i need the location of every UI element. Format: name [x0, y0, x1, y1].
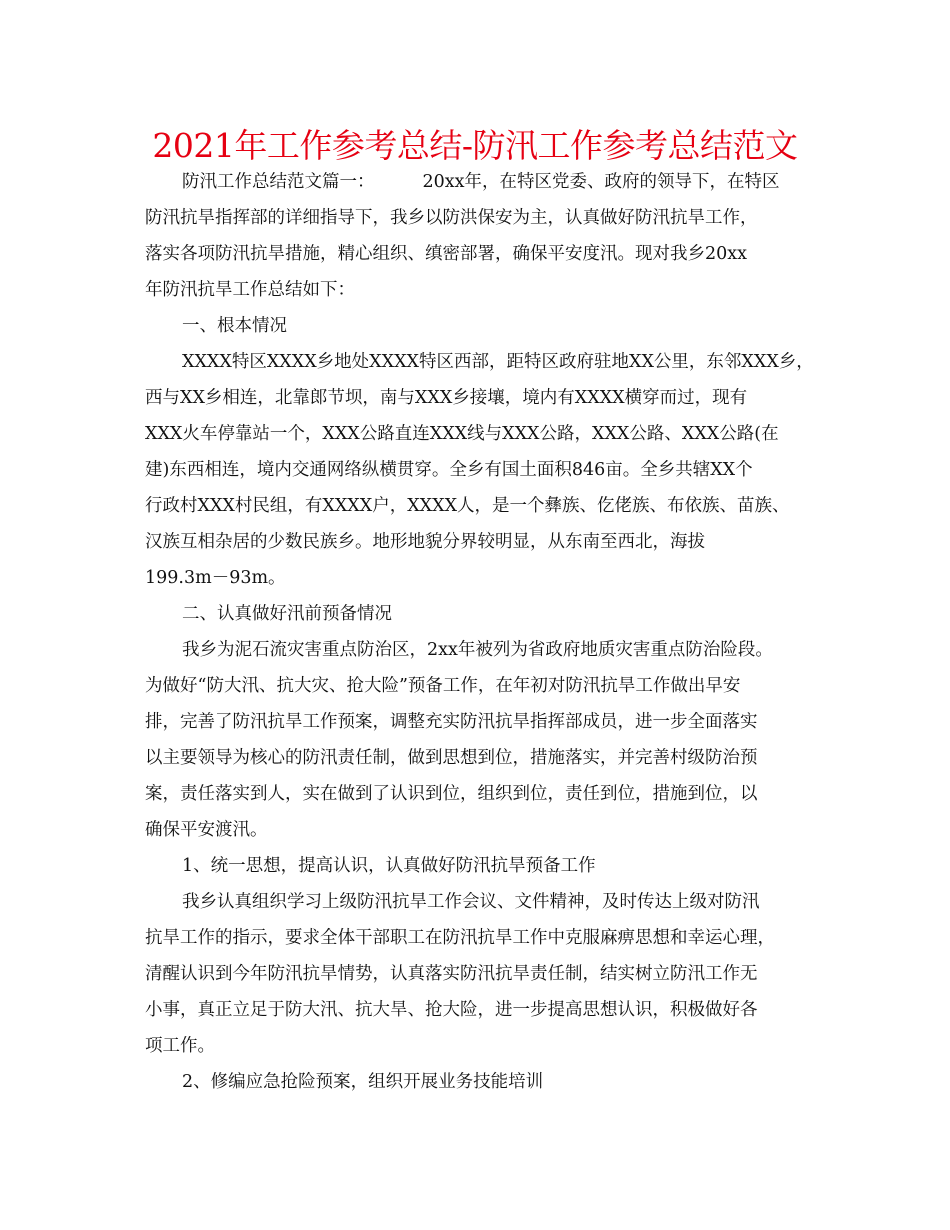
section-1-line: XXX火车停靠站一个，XXX公路直连XXX线与XXX公路，XXX公路、XXX公路(在 — [145, 424, 779, 444]
section-1-line: 行政村XXX村民组，有XXXX户，XXXX人，是一个彝族、仡佬族、布依族、苗族、 — [145, 496, 790, 516]
section-1-heading: 一、根本情况 — [182, 316, 287, 336]
section-2-line: 排，完善了防汛抗旱工作预案，调整充实防汛抗旱指挥部成员，进一步全面落实 — [145, 712, 758, 732]
section-1-line: XXXX特区XXXX乡地处XXXX特区西部，距特区政府驻地XX公里，东邻XXX乡， — [182, 352, 814, 372]
section-1-line: 西与XX乡相连，北靠郎节坝，南与XXX乡接壤，境内有XXXX横穿而过，现有 — [145, 388, 748, 408]
sub-1-line: 我乡认真组织学习上级防汛抗旱工作会议、文件精神，及时传达上级对防汛 — [182, 892, 760, 912]
section-2-line: 以主要领导为核心的防汛责任制，做到思想到位，措施落实，并完善村级防治预 — [145, 748, 758, 768]
sub-2-heading: 2、修编应急抢险预案，组织开展业务技能培训 — [182, 1072, 544, 1092]
intro-line-4: 年防汛抗旱工作总结如下： — [145, 280, 355, 300]
intro-line-2: 防汛抗旱指挥部的详细指导下，我乡以防洪保安为主，认真做好防汛抗旱工作， — [145, 208, 758, 228]
sub-1-line: 小事，真正立足于防大汛、抗大旱、抢大险，进一步提高思想认识，积极做好各 — [145, 1000, 758, 1020]
intro-line-1 — [182, 165, 780, 199]
sub-1-line: 抗旱工作的指示，要求全体干部职工在防汛抗旱工作中克服麻痹思想和幸运心理， — [145, 928, 775, 948]
sub-1-line: 清醒认识到今年防汛抗旱情势，认真落实防汛抗旱责任制，结实树立防汛工作无 — [145, 964, 758, 984]
intro-line-1-rest: 20xx年，在特区党委、政府的领导下，在特区 — [422, 172, 780, 192]
sub-1-line: 项工作。 — [145, 1036, 215, 1056]
section-2-line: 我乡为泥石流灾害重点防治区，2xx年被列为省政府地质灾害重点防治险段。 — [182, 640, 773, 660]
section-1-line: 199.3m－93m。 — [145, 568, 286, 588]
section-2-line: 为做好“防大汛、抗大灾、抢大险”预备工作，在年初对防汛抗旱工作做出早安 — [145, 676, 741, 696]
section-2-heading: 二、认真做好汛前预备情况 — [182, 604, 392, 624]
section-2-line: 案，责任落实到人，实在做到了认识到位，组织到位，责任到位，措施到位，以 — [145, 784, 758, 804]
section-2-line: 确保平安渡汛。 — [145, 820, 268, 840]
sub-1-heading: 1、统一思想，提高认识，认真做好防汛抗旱预备工作 — [182, 856, 596, 876]
section-1-line: 建)东西相连，境内交通网络纵横贯穿。全乡有国土面积846亩。全乡共辖XX个 — [145, 460, 753, 480]
section-1-line: 汉族互相杂居的少数民族乡。地形地貌分界较明显，从东南至西北，海拔 — [145, 532, 705, 552]
intro-lead: 防汛工作总结范文篇一： — [182, 172, 375, 192]
document-title: 2021年工作参考总结-防汛工作参考总结范文 — [152, 126, 798, 165]
intro-line-3: 落实各项防汛抗旱措施，精心组织、缜密部署，确保平安度汛。现对我乡20xx — [145, 244, 748, 264]
